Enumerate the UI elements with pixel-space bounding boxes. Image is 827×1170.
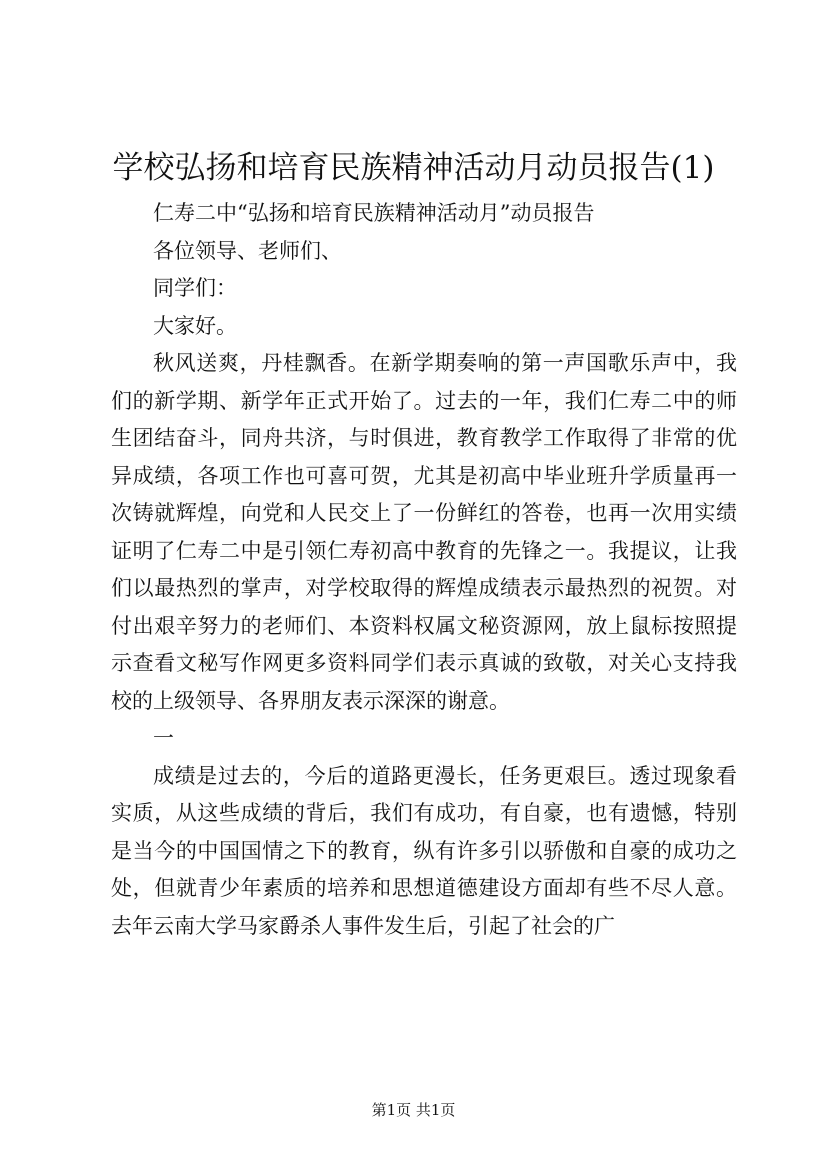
salutation-line-1: 各位领导、老师们、 [153,238,342,263]
page-number-footer: 第1页 共1页 [371,1101,456,1119]
salutation-line-2: 同学们： [153,276,237,300]
section-marker: 一 [153,726,174,750]
subtitle-line: 仁寿二中“弘扬和培育民族精神活动月”动员报告 [153,201,595,225]
paragraph-1: 秋风送爽，丹桂飘香。在新学期奏响的第一声国歌乐声中，我们的新学期、新学年正式开始了。过去的一年，我们仁寿二中的师生团结奋斗，同舟共济，与时俱进，教育教学工作取得了非常的优异成绩，各项工作也可喜可贺，尤其是初高中毕业班升学质量再一次铸就辉煌，向党和人民交上了一份鲜红的答卷，也再一次用实绩证明了仁寿二中是引领仁寿初高中教育的先锋之一。我提议，让我们以最热烈的掌声，对学校取得的辉煌成绩表示最热烈的祝贺。对付出艰辛努力的老师们、本资料权属文秘资源网，放上鼠标按照提示查看文秘写作网更多资料同学们表示真诚的致敬，对关心支持我校的上级领导、各界朋友表示深深的谢意。 [111,351,737,713]
document-body [111,195,737,945]
document-title: 学校弘扬和培育民族精神活动月动员报告(1) [112,150,715,186]
greeting-line: 大家好。 [153,313,237,338]
paragraph-2: 成绩是过去的，今后的道路更漫长，任务更艰巨。透过现象看实质，从这些成绩的背后，我们有成功，有自豪，也有遗憾，特别是当今的中国国情之下的教育，纵有许多引以骄傲和自豪的成功之处，但就青少年素质的培养和思想道德建设方面却有些不尽人意。去年云南大学马家爵杀人事件发生后，引起了社会的广 [111,763,737,938]
